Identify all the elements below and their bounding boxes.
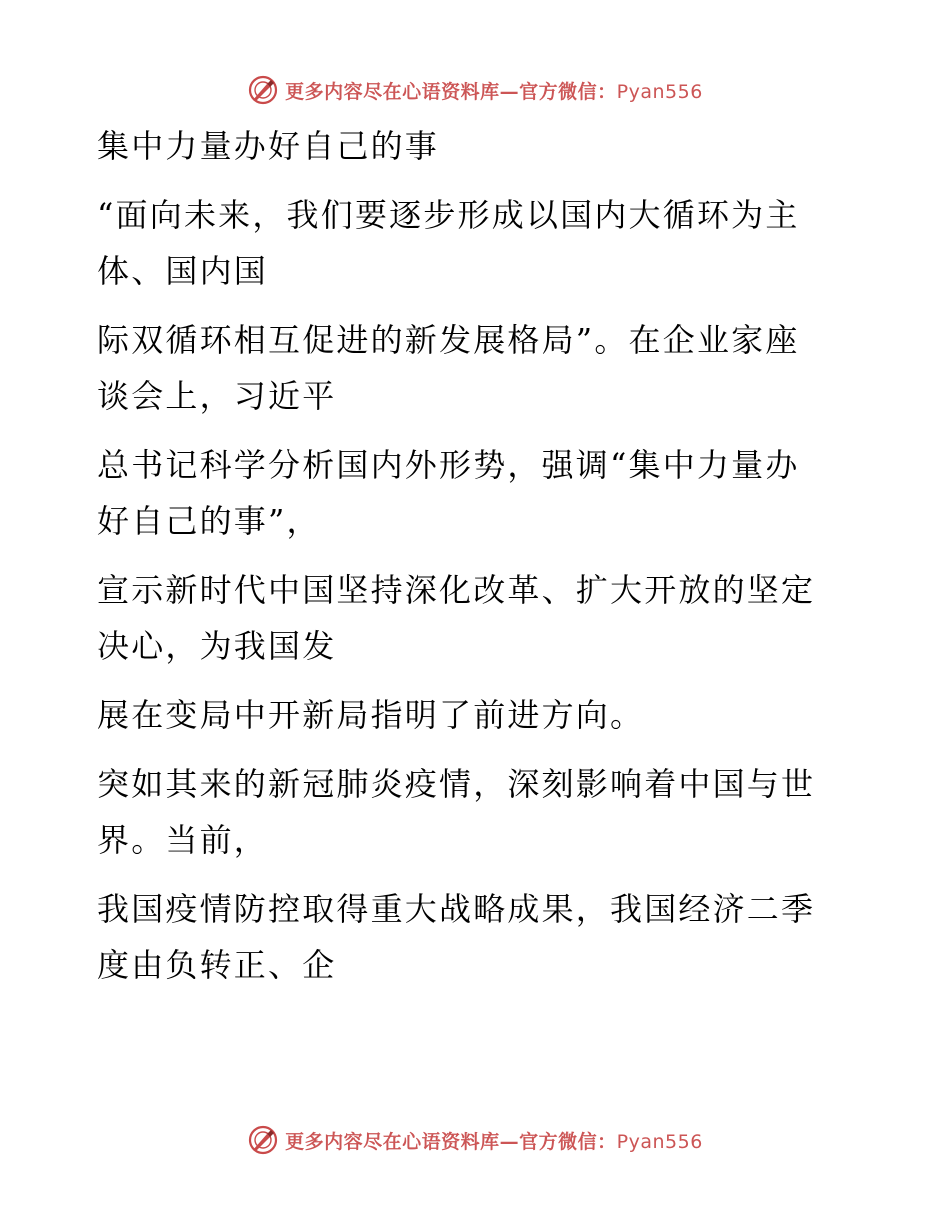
watermark-text: 更多内容尽在心语资料库—官方微信：	[285, 80, 617, 103]
body-line: 好自己的事”，	[97, 502, 321, 540]
watermark-wechat-id: Pyan556	[616, 1130, 703, 1153]
body-line: 度由负转正、企	[97, 946, 337, 984]
document-body	[97, 118, 837, 983]
body-line: 谈会上，习近平	[97, 377, 337, 415]
body-line: 突如其来的新冠肺炎疫情，深刻影响着中国与世	[97, 765, 816, 803]
body-line: 界。当前，	[97, 821, 269, 859]
pen-logo-icon	[247, 74, 279, 106]
header-watermark	[0, 70, 950, 110]
body-line: 宣示新时代中国坚持深化改革、扩大开放的坚定	[97, 571, 816, 609]
footer-watermark	[0, 1120, 950, 1160]
body-line: 体、国内国	[97, 252, 269, 290]
body-line: “面向未来，我们要逐步形成以国内大循环为主	[97, 196, 800, 234]
body-line: 总书记科学分析国内外形势，强调“集中力量办	[97, 446, 800, 484]
body-line: 集中力量办好自己的事	[97, 127, 440, 165]
body-line: 我国疫情防控取得重大战略成果，我国经济二季	[97, 890, 816, 928]
body-line: 展在变局中开新局指明了前进方向。	[97, 696, 645, 734]
body-line: 际双循环相互促进的新发展格局”。在企业家座	[97, 321, 800, 359]
watermark-wechat-id: Pyan556	[616, 80, 703, 103]
body-line: 决心，为我国发	[97, 627, 337, 665]
pen-logo-icon	[247, 1124, 279, 1156]
watermark-text: 更多内容尽在心语资料库—官方微信：	[285, 1130, 617, 1153]
